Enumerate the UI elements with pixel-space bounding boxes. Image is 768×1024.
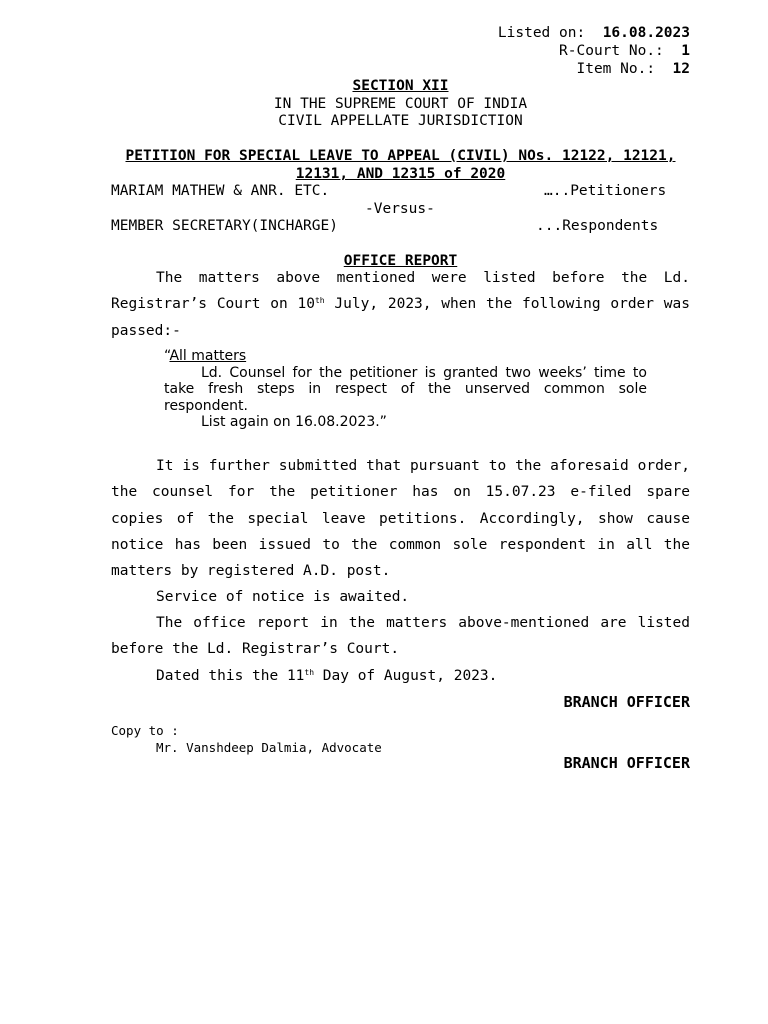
copy-to-name: Mr. Vanshdeep Dalmia, Advocate [156, 740, 382, 755]
signature-branch-officer-1: BRANCH OFFICER [563, 693, 690, 711]
item-no-label: Item No.: [576, 61, 656, 77]
dated-line [111, 663, 690, 689]
petition-title-line2: 12131, AND 12315 of 2020 [295, 166, 506, 182]
petitioner-role: …..Petitioners [544, 183, 667, 199]
listing-paragraph: The office report in the matters above-mentioned are listed before the Ld. Registrar’s Court. [111, 615, 690, 658]
court-name: IN THE SUPREME COURT OF INDIA [273, 96, 528, 112]
listed-on-value: 16.08.2023 [602, 25, 690, 41]
quote-heading-line [164, 348, 647, 365]
dated-superscript: th [304, 668, 315, 677]
respondent-name: MEMBER SECRETARY(INCHARGE) [111, 218, 338, 234]
dated-text-2: Day of August, 2023. [314, 668, 498, 684]
quote-list-again: List again on 16.08.2023.” [201, 414, 387, 430]
intro-text-1: The matters above mentioned were listed before the Ld. Registrar’s Court on 10 [111, 270, 690, 313]
quote-body: Ld. Counsel for the petitioner is granted two weeks’ time to take fresh steps in respect of the unserved common sole respondent. [164, 364, 647, 414]
office-report-heading: OFFICE REPORT [343, 253, 458, 269]
quoted-order [164, 348, 647, 431]
intro-text-2: July, 2023, when the following order was passed:- [111, 296, 690, 339]
service-paragraph: Service of notice is awaited. [156, 589, 410, 605]
jurisdiction: CIVIL APPELLATE JURISDICTION [278, 113, 523, 129]
petitioner-name: MARIAM MATHEW & ANR. ETC. [111, 183, 330, 199]
item-no-line [576, 60, 690, 78]
court-no-value: 1 [681, 43, 690, 59]
section-title: SECTION XII [352, 78, 449, 94]
court-no-label: R-Court No.: [559, 43, 664, 59]
listed-on-label: Listed on: [497, 25, 586, 41]
intro-superscript: th [314, 296, 325, 306]
court-no-line [559, 42, 690, 60]
versus: -Versus- [365, 201, 435, 217]
dated-text-1: Dated this the 11 [156, 668, 305, 684]
respondent-role: ...Respondents [536, 218, 659, 234]
signature-branch-officer-2: BRANCH OFFICER [563, 754, 690, 772]
copy-to-label: Copy to : [111, 723, 179, 738]
petition-title-line1: PETITION FOR SPECIAL LEAVE TO APPEAL (CIVIL) NOs. 12122, 12121, [125, 148, 676, 164]
submission-paragraph: It is further submitted that pursuant to the aforesaid order, the counsel for the petitioner has on 15.07.23 e-filed spare copies of the special leave petitions. Accordingly, show cause notice has been issued to the common sole respondent in all the matters by registered A.D. post. [111, 458, 690, 580]
open-quote: “ [164, 348, 170, 364]
listed-on-line [498, 24, 690, 42]
item-no-value: 12 [672, 61, 690, 77]
quote-heading: All matters [169, 348, 247, 364]
intro-paragraph [111, 265, 690, 344]
